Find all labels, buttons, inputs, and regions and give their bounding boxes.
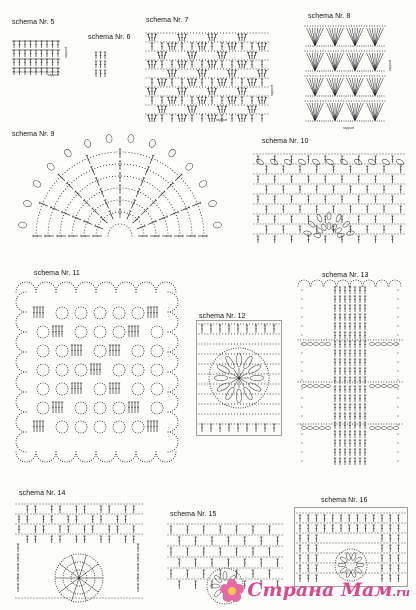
schema-8-label: schema Nr. 8	[308, 13, 351, 20]
schema-7-label: schema Nr. 7	[146, 17, 189, 24]
schema-10-label: schema Nr. 10	[262, 138, 309, 145]
schema-16-label: schema Nr. 16	[321, 497, 368, 504]
schema-5-label: schema Nr. 5	[12, 19, 55, 26]
schema-8-rapport-note-side: rapport	[388, 60, 392, 72]
watermark-text: Страна Мам	[247, 579, 393, 601]
schema-14-diagram	[14, 500, 144, 602]
schema-11-diagram	[14, 280, 180, 464]
schema-8-diagram	[305, 22, 387, 126]
schema-5-rapport-note-side: rapport	[64, 47, 68, 59]
schema-9-diagram	[10, 136, 230, 244]
schema-5-rapport-note-bottom: rapport	[48, 73, 60, 77]
flower-icon	[219, 578, 245, 604]
schema-7-rapport-note-side: rapport	[270, 85, 274, 97]
schema-7-rapport-note-bottom: rapport	[216, 118, 228, 122]
schema-6-label: schema Nr. 6	[88, 34, 131, 41]
schema-16-diagram	[294, 507, 408, 587]
schema-15-label: schema Nr. 15	[170, 511, 217, 518]
schema-5-diagram	[12, 37, 62, 73]
schema-12-label: schema Nr. 12	[199, 313, 246, 320]
schema-11-label: schema Nr. 11	[34, 270, 80, 277]
schema-8-rapport-note-bottom: rapport	[343, 126, 355, 130]
watermark-suffix: .ru	[392, 586, 410, 599]
schema-9-label: schema Nr. 9	[12, 131, 55, 138]
schema-14-label: schema Nr. 14	[19, 490, 66, 497]
schema-13-diagram	[294, 280, 406, 464]
schema-6-diagram	[94, 50, 108, 78]
schema-13-label: schema Nr. 13	[322, 272, 369, 279]
watermark-logo	[219, 578, 410, 604]
schema-12-diagram	[196, 320, 282, 436]
schema-7-diagram	[146, 27, 270, 119]
schema-10-diagram	[252, 146, 407, 246]
